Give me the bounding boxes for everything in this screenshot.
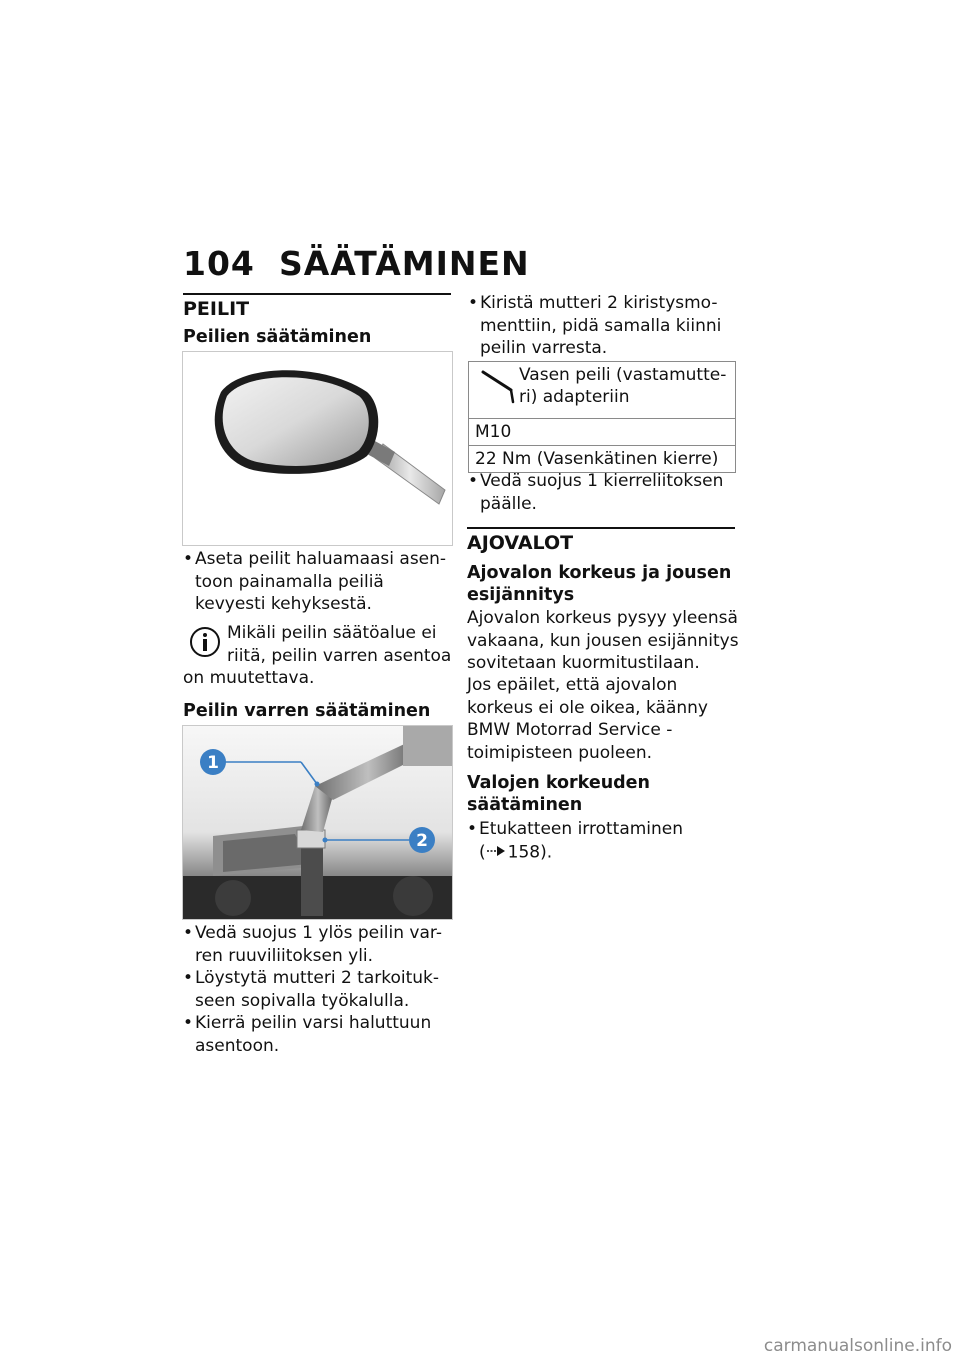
svg-text:2: 2 [416, 831, 428, 851]
callout-2 [409, 827, 435, 853]
section-divider [183, 293, 451, 295]
mirror-figure [182, 351, 453, 546]
callout-1 [200, 749, 226, 775]
torque-table [468, 361, 736, 473]
page-number: 104 [183, 244, 255, 283]
bullet-list-tighten [468, 292, 738, 360]
mirror-arm-figure [182, 725, 453, 920]
list-item: • Vedä suojus 1 kierreliitoksen päälle. [468, 470, 738, 515]
page-header [183, 244, 530, 283]
bullet-list-cover [468, 470, 738, 515]
list-item: • Etukatteen irrottaminen ( 158). [467, 818, 739, 863]
page-ref-text[interactable]: 158). [507, 841, 553, 862]
bullet-list-arm [183, 922, 453, 1057]
subsection-title-arm-adjust: Peilin varren säätäminen [183, 701, 431, 721]
list-item: • Aseta peilit haluamaasi asen-toon painamalla peiliä kevyesti kehyksestä. [183, 548, 453, 616]
section-title-ajovalot: AJOVALOT [467, 532, 574, 554]
list-item: • Vedä suojus 1 ylös peilin var-ren ruuviliitoksen yli. [183, 922, 453, 967]
list-item: • Kiristä mutteri 2 kiristysmo-menttiin, pidä samalla kiinni peilin varresta. [468, 292, 738, 360]
list-item: • Löystytä mutteri 2 tarkoituk-seen sopivalla työkalulla. [183, 967, 453, 1012]
list-item: • Kierrä peilin varsi haluttuun asentoon. [183, 1012, 453, 1057]
bullet-list-mirror [183, 548, 453, 616]
page-ref-arrow-icon [486, 841, 508, 864]
note-text: Mikäli peilin säätöalue ei riitä, peilin varren asentoa on muutettava. [183, 623, 452, 688]
chapter-title: SÄÄTÄMINEN [279, 244, 530, 283]
torque-row-thread: M10 [469, 419, 736, 446]
section-title-peilit: PEILIT [183, 298, 250, 320]
torque-row-value: 22 Nm (Vasenkätinen kierre) [469, 446, 736, 473]
subsection-title-mirror-adjust: Peilien säätäminen [183, 327, 372, 347]
section-divider [467, 527, 735, 529]
info-icon [183, 622, 223, 666]
paragraph-headlight-1: Ajovalon korkeus pysyy yleensä vakaana, kun jousen esijännitys sovitetaan kuormitustilaan. [467, 608, 739, 673]
procedure-link[interactable]: Etukatteen irrottaminen [479, 819, 684, 839]
bullet-list-headlight [467, 818, 739, 863]
torque-wrench-icon [475, 364, 519, 404]
paragraph-headlight-2: Jos epäilet, että ajovalon korkeus ei ole oikea, käänny BMW Motorrad Service -toimipisteen puoleen. [467, 675, 708, 763]
subsection-title-headlight: Ajovalon korkeus ja jousen esijännitys [467, 563, 732, 605]
subsection-title-light-adjust: Valojen korkeuden säätäminen [467, 773, 651, 815]
torque-table-header: Vasen peili (vastamutte-ri) adapteriin [519, 365, 727, 407]
watermark: carmanualsonline.info [763, 1336, 952, 1356]
svg-text:1: 1 [207, 753, 219, 773]
note-block [183, 622, 453, 690]
